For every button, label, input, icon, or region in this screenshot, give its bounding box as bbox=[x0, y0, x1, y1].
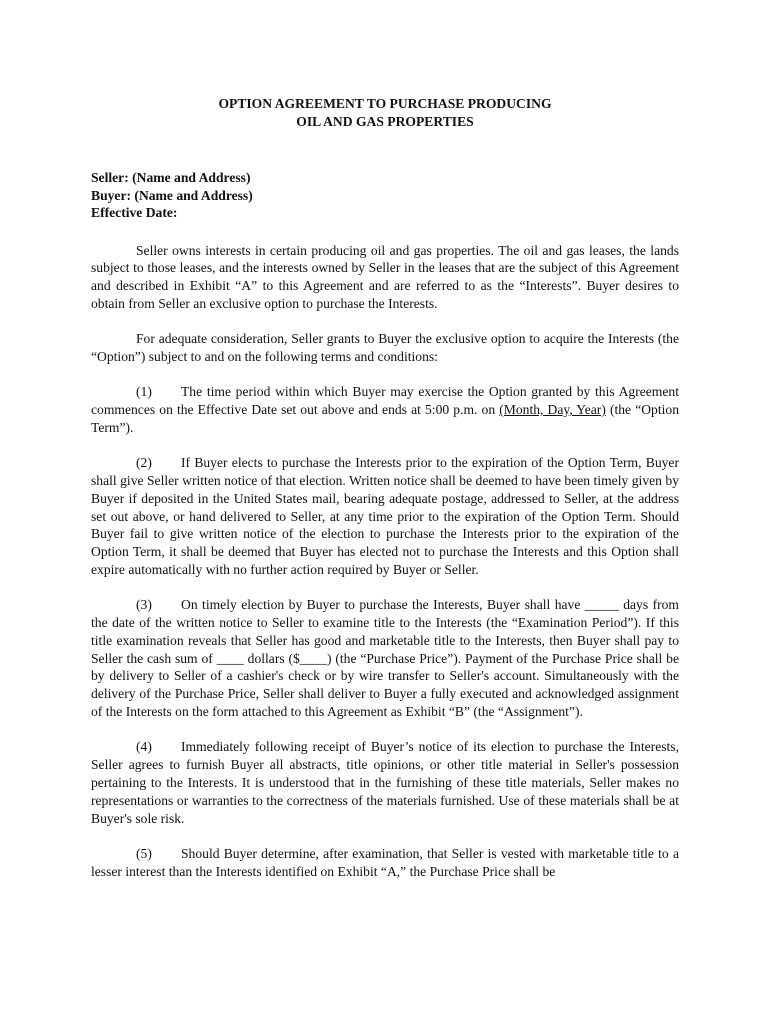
clause-1-number: (1) bbox=[136, 384, 152, 400]
clause-1 bbox=[91, 383, 679, 436]
clause-3-number: (3) bbox=[136, 597, 152, 613]
clause-1-text-b: (the “Option Term”). bbox=[91, 402, 679, 435]
document-title bbox=[91, 95, 679, 131]
clause-5 bbox=[91, 845, 679, 881]
clause-4 bbox=[91, 738, 679, 827]
clause-3 bbox=[91, 596, 679, 721]
clause-2-text: If Buyer elects to purchase the Interests prior to the expiration of the Option Term, Buyer shall give Seller written notice of that election. Written notice shall be deemed to have been timely given by Buyer if deposited in the United States mail, bearing adequate postage, addressed to Seller, at the address set out above, or hand delivered to Seller, at any time prior to the expiration of the Option Term. Should Buyer fail to give written notice of the election to purchase the Interests prior to the expiration of the Option Term, it shall be deemed that Buyer has elected not to purchase the Interests and this Option shall expire automatically with no further action required by Buyer or Seller. bbox=[91, 455, 679, 577]
effective-date-line: Effective Date: bbox=[91, 205, 178, 220]
title-line-1: OPTION AGREEMENT TO PURCHASE PRODUCING bbox=[218, 96, 552, 111]
clause-1-text-a: The time period within which Buyer may exercise the Option granted by this Agreement commences on the Effective Date set out above and ends at 5:00 p.m. on bbox=[91, 384, 679, 418]
clause-5-number: (5) bbox=[136, 845, 152, 861]
parties-header bbox=[91, 169, 679, 222]
seller-line: Seller: (Name and Address) bbox=[91, 170, 251, 185]
clause-5-text: Should Buyer determine, after examination, that Seller is vested with marketable title to a lesser interest than the Interests identified on Exhibit “A,” the Purchase Price shall be bbox=[91, 845, 679, 879]
clause-3-text: On timely election by Buyer to purchase the Interests, Buyer shall have _____ days from the date of the written notice to Seller to examine title to the Interests (the “Examination Period”). If this title examination reveals that Seller has good and marketable title to the Interests, then Buyer shall pay to Seller the cash sum of ____ dollars ($____) (the “Purchase Price”). Payment of the Purchase Price shall be by delivery to Seller of a cashier's check or by wire transfer to Seller's account. Simultaneously with the delivery of the Purchase Price, Seller shall deliver to Buyer a fully executed and acknowledged assignment of the Interests on the form attached to this Agreement as Exhibit “B” (the “Assignment”). bbox=[91, 597, 679, 720]
clause-2-number: (2) bbox=[136, 455, 152, 471]
clause-1-date-placeholder: (Month, Day, Year) bbox=[499, 402, 606, 418]
clause-4-number: (4) bbox=[136, 739, 152, 755]
recital-paragraph: Seller owns interests in certain producing oil and gas properties. The oil and gas leases, the lands subject to those leases, and the interests owned by Seller in the leases that are the subject of this Agreement and described in Exhibit “A” to this Agreement and are referred to as the “Interests”. Buyer desires to obtain from Seller an exclusive option to purchase the Interests. bbox=[91, 242, 679, 311]
clause-4-text: Immediately following receipt of Buyer’s notice of its election to purchase the Interests, Seller agrees to furnish Buyer all abstracts, title opinions, or other title material in Seller's possession pertaining to the Interests. It is understood that in the furnishing of these title materials, Seller makes no representations or warranties to the correctness of the materials furnished. Use of these materials shall be at Buyer's sole risk. bbox=[91, 739, 679, 826]
clause-2 bbox=[91, 454, 679, 579]
buyer-line: Buyer: (Name and Address) bbox=[91, 187, 253, 203]
title-line-2: OIL AND GAS PROPERTIES bbox=[296, 114, 474, 129]
grant-paragraph: For adequate consideration, Seller grants to Buyer the exclusive option to acquire the Interests (the “Option”) subject to and on the following terms and conditions: bbox=[91, 331, 679, 364]
